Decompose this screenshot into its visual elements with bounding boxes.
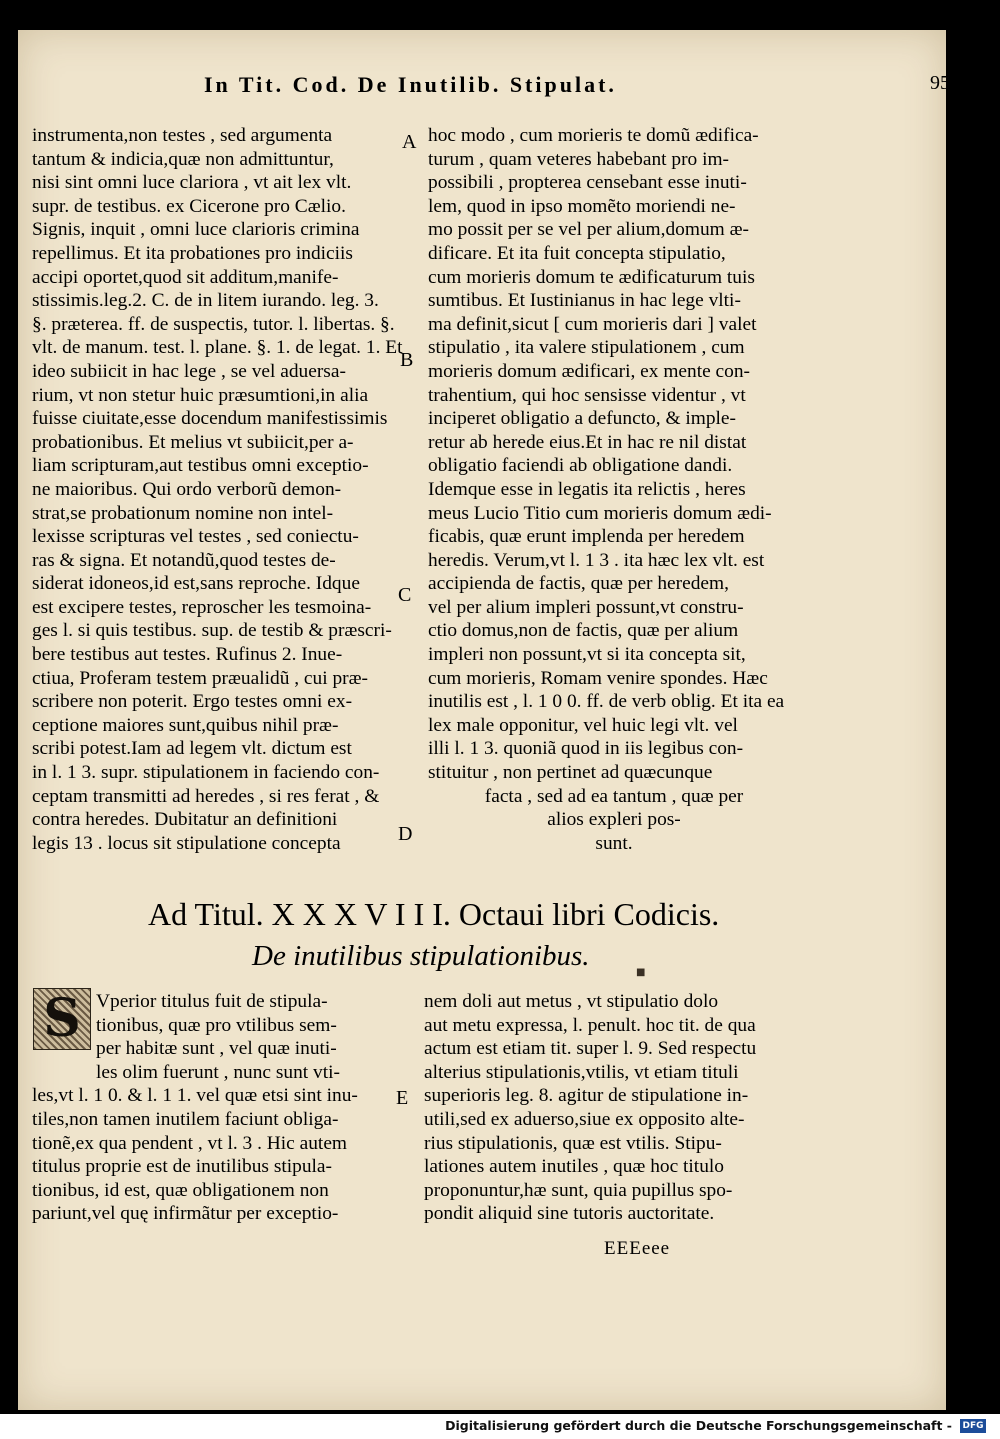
- text-line: les olim fuerunt , nunc sunt vti-: [96, 1061, 340, 1083]
- text-line: pondit aliquid sine tutoris auctoritate.: [424, 1203, 715, 1225]
- text-line: stissimis.leg.2. C. de in litem iurando. leg. 3.: [32, 290, 379, 312]
- text-line: actum est etiam tit. super l. 9. Sed respectu: [424, 1038, 757, 1060]
- text-line: sunt.: [595, 832, 633, 854]
- text-line: trahentium, qui hoc sensisse videntur , vt: [428, 384, 746, 406]
- margin-letter-e: E: [396, 1087, 409, 1109]
- text-line: alterius stipulationis,vtilis, vt etiam tituli: [424, 1061, 739, 1083]
- text-line: impleri non possunt,vt si ita concepta sit,: [428, 644, 746, 666]
- text-line: tionibus, quæ pro vtilibus sem-: [96, 1014, 337, 1036]
- text-line: inutilis est , l. 1 0 0. ff. de verb oblig. Et ita ea: [428, 691, 785, 713]
- text-line: lem, quod in ipso momẽto moriendi ne-: [428, 195, 736, 217]
- text-line: ges l. si quis testibus. sup. de testib & præscri-: [32, 620, 392, 642]
- text-line: ne maioribus. Qui ordo verborũ demon-: [32, 478, 342, 500]
- text-line: ma definit,sicut [ cum morieris dari ] valet: [428, 313, 757, 335]
- text-line: morieris domum ædificari, ex mente con-: [428, 360, 751, 382]
- text-line: les,vt l. 1 0. & l. 1 1. vel quæ etsi sint inu-: [32, 1085, 358, 1107]
- text-line: nisi sint omni luce clariora , vt ait lex vlt.: [32, 172, 352, 194]
- text-line: tionibus, id est, quæ obligationem non: [32, 1179, 329, 1201]
- text-line: cum morieris domum te ædificaturum tuis: [428, 266, 755, 288]
- section-subtitle: De inutilibus stipulationibus.: [252, 940, 590, 972]
- text-line: stituitur , non pertinet ad quæcunque: [428, 762, 713, 784]
- text-line: per habitæ sunt , vel quæ inuti-: [96, 1038, 337, 1060]
- text-line: illi l. 1 3. quoniã quod in iis legibus con-: [428, 738, 744, 760]
- text-line: fuisse ciuitate,esse docendum manifestissimis: [32, 408, 388, 430]
- text-line: est excipere testes, reproscher les tesmoina-: [32, 596, 372, 618]
- column-left-bottom: [32, 990, 402, 1226]
- text-line: bere testibus aut testes. Rufinus 2. Inue-: [32, 644, 343, 666]
- text-line: contra heredes. Dubitatur an definitioni: [32, 809, 338, 831]
- footer-bar: [0, 1414, 1000, 1439]
- text-line: dificare. Et ita fuit concepta stipulatio,: [428, 242, 726, 264]
- text-line: ctio domus,non de factis, quæ per alium: [428, 620, 739, 642]
- text-line: §. præterea. ff. de suspectis, tutor. l. libertas. §.: [32, 313, 395, 335]
- text-line: legis 13 . locus sit stipulatione concepta: [32, 832, 341, 854]
- text-line: pariunt,vel quę infirmãtur per exceptio-: [32, 1203, 339, 1225]
- text-line: supr. de testibus. ex Cicerone pro Cælio.: [32, 195, 346, 217]
- text-line: obligatio faciendi ab obligatione dandi.: [428, 455, 733, 477]
- text-line: nem doli aut metus , vt stipulatio dolo: [424, 991, 719, 1012]
- text-line: ras & signa. Et notandũ,quod testes de-: [32, 549, 336, 571]
- dfg-logo[interactable]: DFG: [960, 1419, 986, 1433]
- text-line: sumtibus. Et Iustinianus in hac lege vlti-: [428, 290, 741, 312]
- footer-credit: Digitalisierung gefördert durch die Deutsche Forschungsgemeinschaft -: [445, 1418, 952, 1433]
- text-line: tantum & indicia,quæ non admittuntur,: [32, 148, 334, 170]
- text-line: mo possit per se vel per alium,domum æ-: [428, 219, 749, 241]
- text-line: turum , quam veteres habebant pro im-: [428, 148, 729, 170]
- text-line: rius stipulationis, quæ est vtilis. Stipu-: [424, 1132, 722, 1154]
- text-line: scribere non poterit. Ergo testes omni ex-: [32, 691, 353, 713]
- text-line: stipulatio , ita valere stipulationem , cum: [428, 337, 745, 359]
- text-line: possibili , propterea censebant esse inuti-: [428, 172, 747, 194]
- text-line: alios expleri pos-: [547, 809, 681, 831]
- text-line: Signis, inquit , omni luce clarioris crimina: [32, 219, 360, 241]
- margin-letter-a: A: [402, 131, 417, 153]
- text-line: vel per alium impleri possunt,vt constru-: [428, 596, 744, 618]
- text-line: aut metu expressa, l. penult. hoc tit. de qua: [424, 1014, 756, 1036]
- text-line: inciperet obligatio a defuncto, & imple-: [428, 408, 736, 430]
- text-line: retur ab herede eius.Et in hac re nil distat: [428, 431, 747, 453]
- text-line: proponuntur,hæ sunt, quia pupillus spo-: [424, 1179, 733, 1201]
- text-line: ctiua, Proferam testem præualidũ , cui præ-: [32, 667, 369, 689]
- text-line: tiles,non tamen inutilem faciunt obliga-: [32, 1108, 339, 1130]
- text-line: lexisse scripturas vel testes , sed coniectu-: [32, 526, 359, 548]
- section-title: Ad Titul. X X X V I I I. Octaui libri Codicis.: [148, 896, 720, 932]
- signature-mark: EEEeee: [604, 1238, 671, 1259]
- text-line: tionẽ,ex qua pendent , vt l. 3 . Hic autem: [32, 1132, 348, 1154]
- text-line: facta , sed ad ea tantum , quæ per: [484, 785, 744, 807]
- ornament-mark: ■: [636, 967, 646, 978]
- text-line: cum morieris, Romam venire spondes. Hæc: [428, 667, 768, 689]
- text-line: ficabis, quæ erunt implenda per heredem: [428, 526, 745, 548]
- column-right-top: [428, 124, 800, 855]
- text-line: rium, vt non stetur huic præsumtioni,in alia: [32, 384, 369, 406]
- margin-letter-d: D: [398, 823, 413, 845]
- text-line: ideo subiicit in hac lege , se vel aduersa-: [32, 360, 346, 382]
- text-line: superioris leg. 8. agitur de stipulatione in-: [424, 1085, 749, 1107]
- text-line: liam scripturam,aut testibus omni exceptio-: [32, 455, 369, 477]
- text-line: titulus proprie est de inutilibus stipula-: [32, 1156, 332, 1178]
- column-left-top: [32, 124, 402, 855]
- text-line: Vperior titulus fuit de stipula-: [96, 991, 328, 1012]
- running-title: In Tit. Cod. De Inutilib. Stipulat.: [204, 72, 617, 97]
- drop-cap-letter: S: [43, 988, 81, 1049]
- text-line: heredis. Verum,vt l. 1 3 . ita hæc lex vlt. est: [428, 549, 765, 571]
- margin-letter-b: B: [400, 349, 414, 371]
- text-line: utili,sed ex aduerso,siue ex opposito alte-: [424, 1108, 745, 1130]
- margin-letter-c: C: [398, 584, 412, 606]
- text-line: vlt. de manum. test. l. plane. §. 1. de legat. 1. Et: [32, 337, 403, 359]
- text-line: repellimus. Et ita probationes pro indiciis: [32, 242, 353, 264]
- text-line: ceptam transmitti ad heredes , si res ferat , &: [32, 785, 380, 807]
- text-line: strat,se probationum nomine non intel-: [32, 502, 334, 524]
- text-line: instrumenta,non testes , sed argumenta: [32, 125, 333, 146]
- text-line: scribi potest.Iam ad legem vlt. dictum est: [32, 738, 352, 760]
- text-line: ceptione maiores sunt,quibus nihil præ-: [32, 714, 339, 736]
- text-line: in l. 1 3. supr. stipulationem in faciendo con-: [32, 762, 380, 784]
- text-line: Idemque esse in legatis ita relictis , heres: [428, 478, 746, 500]
- text-line: lationes autem inutiles , quæ hoc titulo: [424, 1156, 724, 1178]
- text-line: hoc modo , cum morieris te domũ ædifica-: [428, 125, 759, 146]
- text-line: accipienda de factis, quæ per heredem,: [428, 573, 729, 595]
- text-line: probationibus. Et melius vt subiicit,per a-: [32, 431, 354, 453]
- text-line: siderat idoneos,id est,sans reproche. Idque: [32, 573, 360, 595]
- column-right-bottom: [424, 990, 800, 1226]
- text-line: meus Lucio Titio cum morieris domum ædi-: [428, 502, 772, 524]
- text-line: lex male opponitur, vel huic legi vlt. vel: [428, 714, 738, 736]
- page-number: 955: [930, 72, 960, 94]
- text-line: accipi oportet,quod sit additum,manife-: [32, 266, 339, 288]
